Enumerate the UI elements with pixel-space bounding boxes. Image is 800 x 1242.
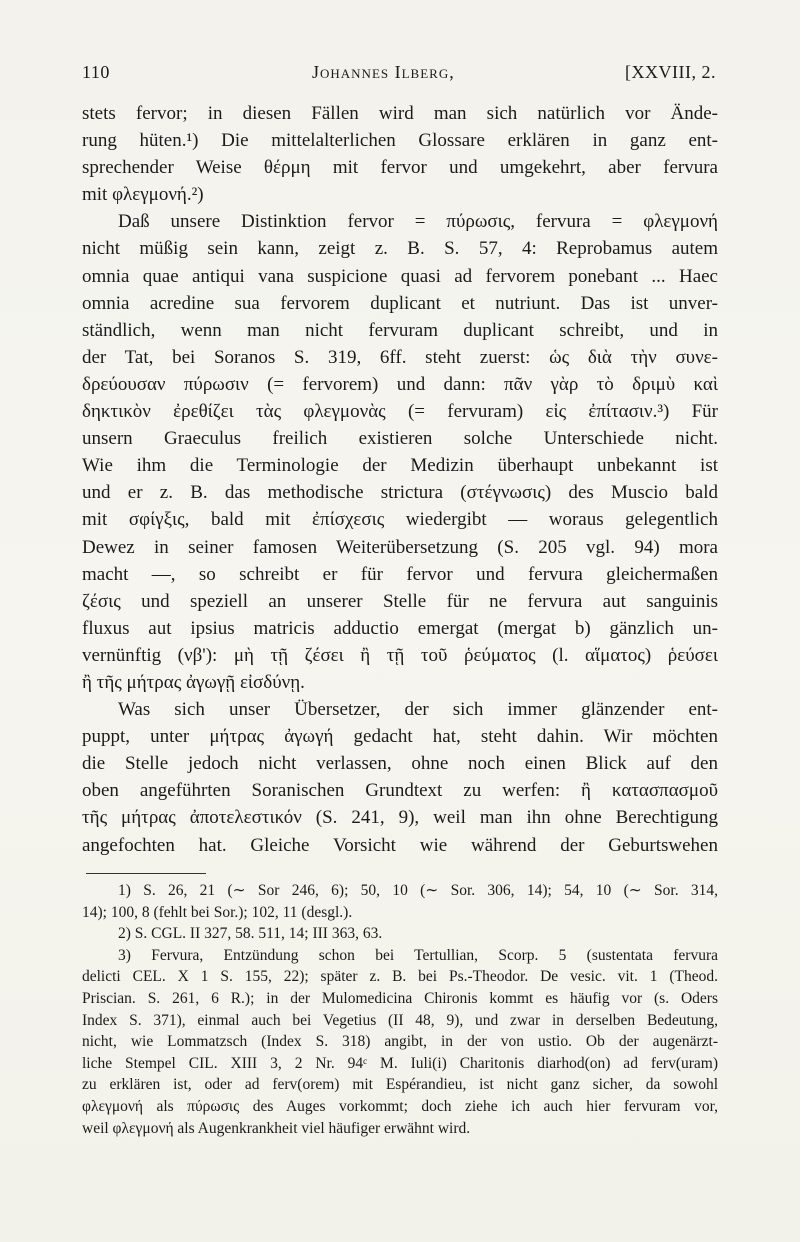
text-line: mit φλεγμονή.²) (82, 184, 204, 206)
text-line: δηκτικὸν ἐρεθίζει τὰς φλεγμονὰς (= fervuram) εἰς ἐπίτασιν.³) Für (82, 401, 718, 423)
text-line: macht —, so schreibt er für fervor und fervura gleichermaßen (82, 563, 718, 585)
text-line: und er z. B. das methodische strictura (στέγνωσις) des Muscio bald (82, 482, 718, 504)
footnote-line: 1) S. 26, 21 (∼ Sor 246, 6); 50, 10 (∼ Sor. 306, 14); 54, 10 (∼ Sor. 314, (118, 882, 718, 899)
footnote-line: 3) Fervura, Entzündung schon bei Tertullian, Scorp. 5 (sustentata fervura (118, 946, 718, 964)
footnote-line: φλεγμονή als πύρωσις des Auges vorkommt; doch ziehe ich auch hier fervuram vor, (82, 1097, 718, 1115)
text-line: ζέσις und speziell an unserer Stelle für ne fervura aut sanguinis (82, 590, 718, 612)
running-head-volume: [XXVIII, 2. (625, 62, 716, 82)
text-line: mit σφίγξις, bald mit ἐπίσχεσις wiedergibt — woraus gelegentlich (82, 509, 718, 531)
running-head-author: Johannes Ilberg, (312, 62, 455, 82)
text-line: Daß unsere Distinktion fervor = πύρωσις, fervura = φλεγμονή (118, 211, 718, 233)
text-line: nicht müßig sein kann, zeigt z. B. S. 57, 4: Reprobamus autem (82, 238, 718, 260)
footnote-line: Priscian. S. 261, 6 R.); in der Mulomedicina Chironis kommt es häufig vor (s. Oders (82, 989, 718, 1007)
text-line: Dewez in seiner famosen Weiterübersetzung (S. 205 vgl. 94) mora (82, 536, 718, 558)
main-text (82, 100, 718, 859)
footnote-line: weil φλεγμονή als Augenkrankheit viel häufiger erwähnt wird. (82, 1119, 471, 1137)
text-line: τῆς μήτρας ἀποτελεστικόν (S. 241, 9), weil man ihn ohne Berechtigung (82, 807, 718, 829)
text-line: omnia quae antiqui vana suspicione quasi ad fervorem ponebant ... Haec (82, 265, 718, 287)
text-line: ständlich, wenn man nicht fervuram duplicant schreibt, und in (82, 319, 718, 341)
text-line: der Tat, bei Soranos S. 319, 6ff. steht zuerst: ὡς διὰ τὴν συνε- (82, 346, 718, 368)
footnote-line: nicht, wie Lommatzsch (Index S. 318) angibt, in der von ustio. Ob der augenärzt- (82, 1033, 718, 1051)
text-line: Was sich unser Übersetzer, der sich immer glänzender ent- (118, 699, 718, 721)
footnotes (82, 880, 718, 1139)
footnote-divider (86, 873, 206, 874)
footnote-line: zu erklären ist, oder ad ferv(orem) mit Espérandieu, ist nicht ganz sicher, da sowohl (82, 1076, 718, 1094)
footnote-line: delicti CEL. X 1 S. 155, 22); später z. B. bei Ps.-Theodor. De vesic. vit. 1 (Theod. (82, 968, 718, 986)
text-line: rung hüten.¹) Die mittelalterlichen Glossare erklären in ganz ent- (82, 130, 718, 152)
text-line: δρεύουσαν πύρωσιν (= fervorem) und dann: πᾶν γὰρ τὸ δριμὺ καὶ (82, 373, 718, 395)
page-number: 110 (82, 62, 110, 82)
text-line: fluxus aut ipsius matricis adductio emergat (mergat b) gänzlich un- (82, 617, 718, 639)
footnote-line: 2) S. CGL. II 327, 58. 511, 14; III 363, 63. (118, 925, 383, 943)
text-line: ἢ τῆς μήτρας ἀγωγῇ εἰσδύνῃ. (82, 671, 305, 693)
text-line: die Stelle jedoch nicht verlassen, ohne noch einen Blick auf den (82, 753, 718, 775)
text-line: unsern Graeculus freilich existieren solche Unterschiede nicht. (82, 428, 718, 450)
running-head (82, 62, 716, 86)
footnote-line: 14); 100, 8 (fehlt bei Sor.); 102, 11 (desgl.). (82, 903, 353, 921)
footnote-line: Index S. 371), einmal auch bei Vegetius (II 48, 9), und zwar in derselben Bedeutung, (82, 1011, 718, 1029)
text-line: vernünftig (νβ'): μὴ τῇ ζέσει ἢ τῇ τοῦ ῥεύματος (l. αἵματος) ῥεύσει (82, 644, 718, 666)
text-line: sprechender Weise θέρμη mit fervor und umgekehrt, aber fervura (82, 157, 718, 179)
text-line: omnia acredine sua fervorem duplicant et nutriunt. Das ist unver- (82, 292, 718, 314)
text-line: Wie ihm die Terminologie der Medizin überhaupt unbekannt ist (82, 455, 718, 477)
text-line: oben angeführten Soranischen Grundtext zu werfen: ἢ κατασπασμοῦ (82, 780, 718, 802)
footnote-line: liche Stempel CIL. XIII 3, 2 Nr. 94ᶜ M. Iuli(i) Charitonis diarhod(on) ad ferv(uram) (82, 1054, 718, 1072)
text-line: stets fervor; in diesen Fällen wird man sich natürlich vor Ände- (82, 103, 718, 124)
text-line: puppt, unter μήτρας ἀγωγή gedacht hat, steht dahin. Wir möchten (82, 726, 718, 748)
text-line: angefochten hat. Gleiche Vorsicht wie während der Geburtswehen (82, 834, 718, 856)
